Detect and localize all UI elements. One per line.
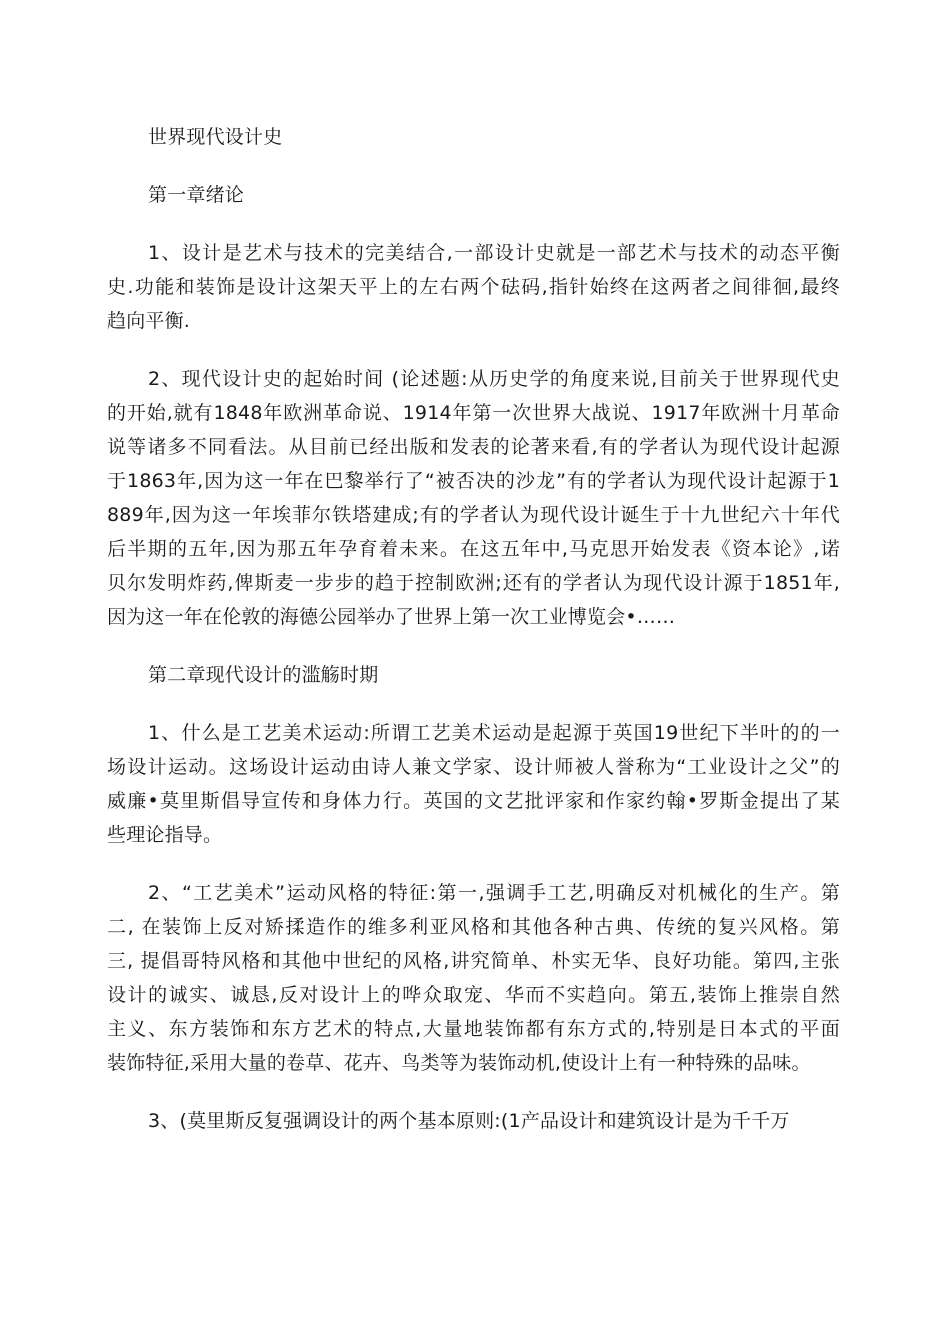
paragraph-design-balance — [107, 236, 840, 338]
paragraph-start-time — [107, 362, 840, 634]
paragraph-arts-crafts-movement — [107, 716, 840, 852]
paragraph-line: 设计的诚实、诚恳,反对设计上的哗众取宠、华而不实趋向。第五,装饰上推崇自然 — [107, 984, 840, 1006]
paragraph-style-features — [107, 876, 840, 1080]
paragraph-line: 说等诸多不同看法。从目前已经出版和发表的论著来看,有的学者认为现代设计起源 — [107, 436, 840, 458]
document-title: 世界现代设计史 — [148, 126, 283, 148]
paragraph-line: 于1863年,因为这一年在巴黎举行了“被否决的沙龙”有的学者认为现代设计起源于1 — [107, 470, 840, 492]
paragraph-morris-principles — [107, 1104, 840, 1138]
paragraph-line: 些理论指导。 — [107, 824, 223, 846]
paragraph-line: 三, 提倡哥特风格和其他中世纪的风格,讲究简单、朴实无华、良好功能。第四,主张 — [107, 950, 840, 972]
paragraph-line: 威廉•莫里斯倡导宣传和身体力行。英国的文艺批评家和作家约翰•罗斯金提出了某 — [107, 790, 840, 812]
paragraph-line: 1、什么是工艺美术运动:所谓工艺美术运动是起源于英国19世纪下半叶的的一 — [148, 722, 840, 744]
paragraph-line: 后半期的五年,因为那五年孕育着未来。在这五年中,马克思开始发表《资本论》,诺 — [107, 538, 840, 560]
paragraph-line: 2、现代设计史的起始时间 (论述题:从历史学的角度来说,目前关于世界现代史 — [148, 368, 840, 390]
paragraph-line: 889年,因为这一年埃菲尔铁塔建成;有的学者认为现代设计诞生于十九世纪六十年代 — [107, 504, 840, 526]
chapter-1-heading: 第一章绪论 — [148, 184, 245, 206]
paragraph-line: 3、(莫里斯反复强调设计的两个基本原则:(1产品设计和建筑设计是为千千万 — [148, 1110, 790, 1132]
paragraph-line: 主义、东方装饰和东方艺术的特点,大量地装饰都有东方式的,特别是日本式的平面 — [107, 1018, 840, 1040]
paragraph-line: 史.功能和装饰是设计这架天平上的左右两个砝码,指针始终在这两者之间徘徊,最终 — [107, 276, 840, 298]
paragraph-line: 二, 在装饰上反对矫揉造作的维多利亚风格和其他各种古典、传统的复兴风格。第 — [107, 916, 840, 938]
paragraph-line: 因为这一年在伦敦的海德公园举办了世界上第一次工业博览会•…… — [107, 606, 676, 628]
document-page — [107, 120, 840, 1162]
paragraph-line: 装饰特征,采用大量的卷草、花卉、鸟类等为装饰动机,使设计上有一种特殊的品味。 — [107, 1052, 811, 1074]
paragraph-line: 的开始,就有1848年欧洲革命说、1914年第一次世界大战说、1917年欧洲十月革命 — [107, 402, 840, 424]
chapter-2-heading: 第二章现代设计的滥觞时期 — [148, 664, 379, 686]
document-title-block — [107, 120, 840, 154]
paragraph-line: 趋向平衡. — [107, 310, 191, 332]
paragraph-line: 场设计运动。这场设计运动由诗人兼文学家、设计师被人誉称为“工业设计之父”的 — [107, 756, 840, 778]
paragraph-line: 1、设计是艺术与技术的完美结合,一部设计史就是一部艺术与技术的动态平衡 — [148, 242, 840, 264]
chapter-1-heading-block — [107, 178, 840, 212]
paragraph-line: 2、“工艺美术”运动风格的特征:第一,强调手工艺,明确反对机械化的生产。第 — [148, 882, 840, 904]
paragraph-line: 贝尔发明炸药,俾斯麦一步步的趋于控制欧洲;还有的学者认为现代设计源于1851年, — [107, 572, 840, 594]
chapter-2-heading-block — [107, 658, 840, 692]
